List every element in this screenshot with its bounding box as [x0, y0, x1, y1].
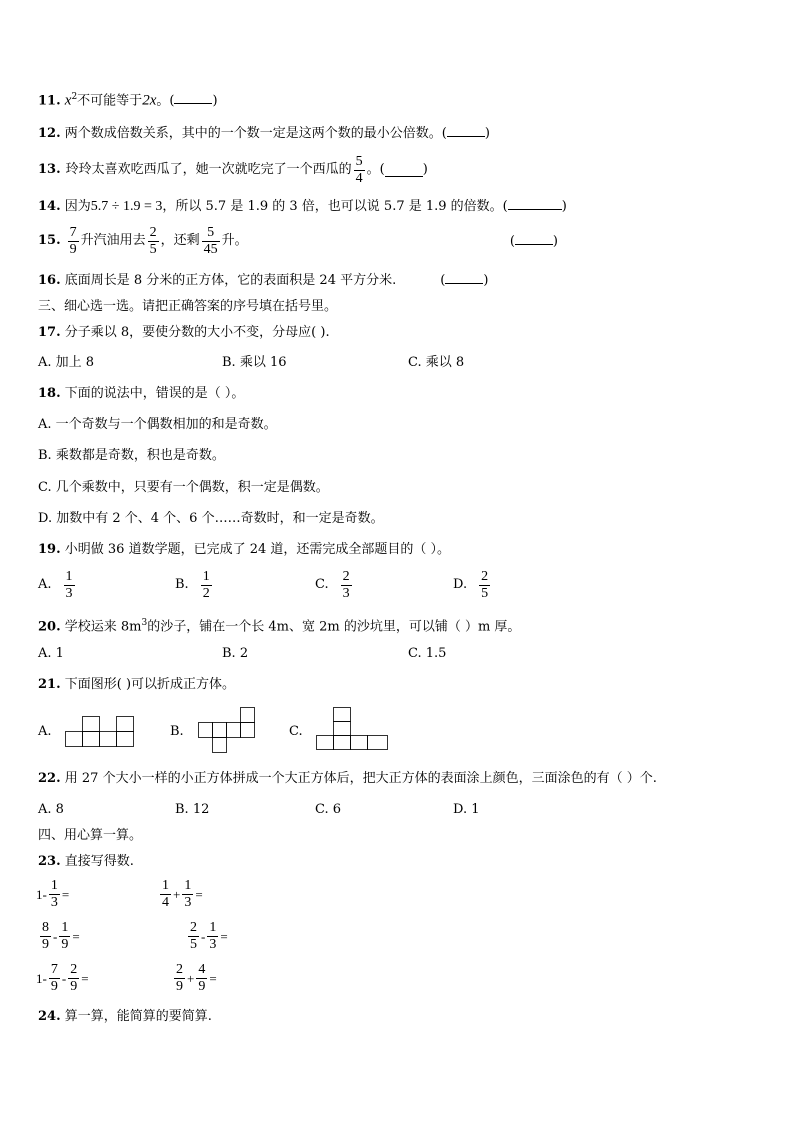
question-text: 两个数成倍数关系，其中的一个数一定是这两个数的最小公倍数。(	[64, 126, 447, 141]
denominator: 3	[50, 895, 58, 910]
fraction	[174, 962, 185, 995]
punct: (	[440, 273, 446, 288]
calc-lead: 1-	[36, 886, 47, 902]
fraction	[160, 878, 171, 911]
cube-net-c	[316, 706, 390, 752]
denominator: 3	[184, 895, 192, 910]
denominator: 3	[342, 585, 350, 601]
fraction	[64, 569, 75, 602]
calc-item-1	[36, 878, 69, 911]
option-a[interactable]: A. 加上 8	[38, 355, 95, 370]
question-number: 13.	[38, 162, 61, 177]
question-20	[38, 614, 520, 636]
exponent: 2	[71, 92, 78, 102]
equals: =	[209, 970, 217, 986]
fraction	[188, 920, 199, 953]
question-text: 小明做 36 道数学题，已完成了 24 道，还需完成全部题目的（ ）。	[64, 542, 451, 557]
denominator: 2	[202, 585, 210, 601]
calc-item-6	[172, 962, 217, 995]
denominator: 5	[149, 241, 157, 257]
punct: )	[561, 199, 567, 214]
answer-blank[interactable]	[445, 271, 483, 284]
question-number: 23.	[38, 854, 61, 869]
calc-item-3	[38, 920, 80, 953]
denominator: 9	[50, 979, 58, 994]
section-heading-4: 四、用心算一算。	[38, 828, 143, 843]
operator: -	[53, 928, 58, 944]
answer-blank[interactable]	[174, 91, 212, 104]
equals: =	[61, 886, 70, 902]
question-number: 18.	[38, 386, 61, 401]
fraction	[68, 962, 79, 995]
equals: =	[72, 928, 80, 944]
option-a[interactable]: A. 8	[38, 802, 64, 817]
option-b[interactable]: B. 2	[222, 646, 249, 661]
question-text: 用 27 个大小一样的小正方体拼成一个大正方体后，把大正方体的表面涂上颜色，三面涂色的有（ ）个.	[64, 771, 657, 786]
question-17	[38, 324, 330, 342]
fraction	[196, 962, 207, 995]
denominator: 4	[162, 895, 169, 910]
punct: )	[552, 233, 558, 249]
answer-blank[interactable]	[385, 164, 423, 177]
numerator: 1	[202, 568, 210, 584]
calc-item-4	[186, 920, 228, 953]
fraction	[201, 569, 212, 602]
fraction	[59, 920, 70, 953]
denominator: 9	[198, 979, 206, 994]
option-c[interactable]: C. 1.5	[408, 646, 447, 661]
numerator: 7	[50, 962, 58, 977]
numerator: 1	[209, 920, 217, 935]
equals: =	[195, 886, 203, 902]
option-b[interactable]: B. 乘数都是奇数，积也是奇数。	[38, 448, 225, 463]
calc-item-5	[36, 962, 89, 995]
question-number: 15.	[38, 233, 61, 248]
option-b[interactable]: B.	[170, 724, 184, 739]
denominator: 5	[481, 585, 489, 601]
question-text: 算一算，能简算的要简算.	[64, 1009, 212, 1024]
option-d[interactable]: D. 加数中有 2 个、4 个、6 个……奇数时，和一定是奇数。	[38, 511, 384, 526]
numerator: 2	[190, 920, 197, 935]
denominator: 3	[209, 937, 217, 952]
answer-blank[interactable]	[447, 124, 485, 137]
question-24	[38, 1008, 212, 1026]
denominator: 3	[65, 585, 73, 601]
option-c[interactable]: C. 几个乘数中，只要有一个偶数，积一定是偶数。	[38, 480, 329, 495]
question-12	[38, 124, 490, 143]
option-c[interactable]: C. 6	[315, 802, 342, 817]
calc-lead: 1-	[36, 970, 47, 986]
section-heading-3: 三、细心选一选。请把正确答案的序号填在括号里。	[38, 299, 338, 314]
equals: =	[81, 970, 89, 986]
numerator: 1	[162, 878, 169, 893]
question-number: 16.	[38, 273, 61, 288]
punct: )	[483, 273, 489, 288]
denominator: 9	[176, 979, 183, 994]
numerator: 5	[355, 153, 363, 169]
punct: )	[212, 93, 218, 109]
numerator: 8	[42, 920, 49, 935]
question-text: 底面周长是 8 分米的正方体，它的表面积是 24 平方分米.	[64, 273, 397, 288]
option-b[interactable]: B. 12	[175, 802, 210, 817]
question-number: 21.	[38, 677, 61, 692]
question-22	[38, 770, 657, 788]
numerator: 7	[69, 224, 77, 240]
question-number: 20.	[38, 619, 61, 635]
question-number: 19.	[38, 542, 61, 557]
exponent: 3	[141, 618, 148, 628]
question-text: 因为	[64, 199, 91, 214]
denominator: 4	[355, 170, 363, 186]
numerator: 4	[198, 962, 206, 977]
option-d[interactable]: D. 1	[453, 802, 480, 817]
question-text: ，所以 5.7 是 1.9 的 3 倍，也可以说 5.7 是 1.9 的倍数。(	[162, 199, 508, 214]
question-number: 12.	[38, 126, 61, 141]
question-text: 玲玲太喜欢吃西瓜了，她一次就吃完了一个西瓜的	[65, 162, 352, 177]
option-c[interactable]	[315, 565, 354, 605]
question-text: 学校运来 8m	[64, 619, 142, 635]
question-text: 升。	[221, 233, 248, 248]
fraction	[479, 569, 490, 602]
numerator: 1	[184, 878, 192, 893]
question-text: 下面图形( )可以折成正方体。	[64, 677, 236, 692]
fraction	[68, 225, 79, 258]
punct: 。(	[366, 162, 385, 177]
answer-blank[interactable]	[515, 232, 553, 245]
numerator: 5	[207, 224, 215, 240]
option-c[interactable]: C. 乘以 8	[408, 355, 465, 370]
option-label: D.	[453, 577, 468, 592]
question-19	[38, 541, 450, 559]
question-number: 24.	[38, 1009, 61, 1024]
cube-net-a	[65, 715, 137, 748]
option-a[interactable]: A. 一个奇数与一个偶数相加的和是奇数。	[38, 417, 277, 432]
cube-net-b	[198, 706, 258, 756]
question-number: 22.	[38, 771, 61, 786]
fraction	[341, 569, 352, 602]
option-label: B.	[175, 577, 189, 592]
denominator: 5	[190, 937, 197, 952]
question-15	[38, 222, 558, 260]
numerator: 2	[149, 224, 157, 240]
option-c[interactable]: C.	[289, 724, 303, 739]
numerator: 1	[65, 568, 73, 584]
question-text: 的沙子，铺在一个长 4m、宽 2m 的沙坑里，可以铺（ ）m 厚。	[147, 619, 521, 635]
question-11	[38, 88, 218, 110]
question-number: 17.	[38, 325, 61, 340]
fraction	[207, 920, 218, 953]
answer-paren	[510, 232, 558, 251]
fraction	[49, 962, 60, 995]
option-label: A.	[38, 577, 52, 592]
question-23	[38, 853, 134, 871]
punct: 。(	[156, 93, 175, 109]
option-d[interactable]	[453, 565, 492, 605]
operator: -	[61, 970, 67, 986]
question-text: 不可能等于	[77, 93, 143, 109]
option-a[interactable]: A.	[38, 724, 52, 739]
option-b[interactable]: B. 乘以 16	[222, 355, 287, 370]
option-b[interactable]	[175, 565, 214, 605]
numerator: 1	[61, 920, 69, 935]
option-label: C.	[315, 577, 329, 592]
operator: +	[173, 886, 181, 902]
equals: =	[220, 928, 228, 944]
denominator: 45	[203, 241, 218, 257]
question-text: 直接写得数.	[64, 854, 134, 869]
punct: (	[509, 233, 515, 249]
option-a[interactable]	[38, 565, 77, 605]
operator: -	[201, 928, 206, 944]
fraction	[40, 920, 51, 953]
question-14	[38, 197, 567, 216]
operator: +	[187, 970, 195, 986]
question-18	[38, 385, 244, 403]
question-text: ，还剩	[160, 233, 200, 248]
punct: )	[422, 162, 428, 177]
variable-x: x	[64, 92, 72, 109]
numerator: 1	[50, 878, 58, 893]
denominator: 9	[70, 979, 78, 994]
question-number: 11.	[38, 93, 61, 109]
numerator: 2	[176, 962, 183, 977]
fraction	[182, 878, 193, 911]
answer-blank[interactable]	[508, 197, 562, 210]
fraction	[49, 878, 60, 911]
numerator: 2	[481, 568, 489, 584]
expression-2x: 2x	[142, 92, 157, 109]
fraction	[354, 154, 365, 187]
option-a[interactable]: A. 1	[38, 646, 64, 661]
fraction	[148, 225, 159, 258]
denominator: 9	[69, 241, 77, 257]
expression: 5.7 ÷ 1.9 = 3	[90, 199, 163, 214]
question-number: 14.	[38, 199, 61, 214]
numerator: 2	[342, 568, 350, 584]
calc-item-2	[158, 878, 203, 911]
numerator: 2	[70, 962, 78, 977]
question-21	[38, 676, 235, 694]
denominator: 9	[42, 937, 49, 952]
denominator: 9	[61, 937, 69, 952]
question-text: 分子乘以 8，要使分数的大小不变，分母应( ).	[64, 325, 330, 340]
question-text: 升汽油用去	[80, 233, 146, 248]
question-16	[38, 271, 488, 290]
fraction	[202, 225, 220, 258]
question-13	[38, 152, 428, 188]
question-text: 下面的说法中，错误的是（ ）。	[64, 386, 245, 401]
punct: )	[484, 126, 490, 141]
